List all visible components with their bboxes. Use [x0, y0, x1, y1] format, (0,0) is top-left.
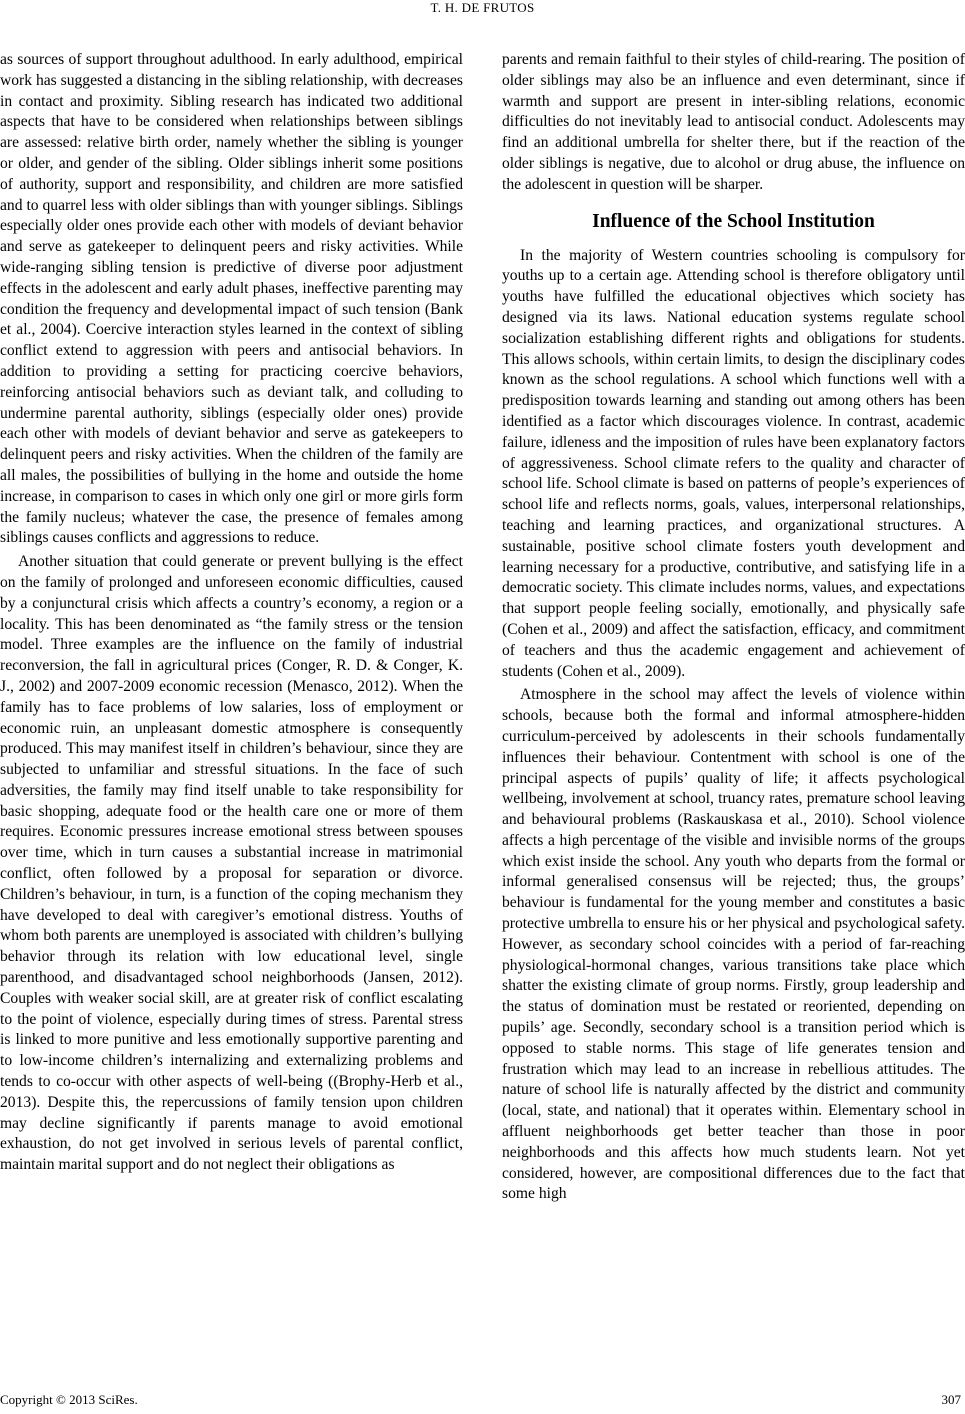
- page-number: 307: [941, 1392, 961, 1407]
- running-title: T. H. DE FRUTOS: [430, 0, 535, 15]
- body-paragraph: Atmosphere in the school may affect the levels of violence within schools, because both the formal and informal atmosphere-hidden curriculum-perceived by adolescents in their schools fundamentally influences their behaviour. Contentment with school is one of the principal aspects of pupils’ quality of life; it affects psychological wellbeing, involvement at school, truancy rates, premature school leaving and behavioural problems (Raskauskasa et al., 2010). School violence affects a high percentage of the visible and invisible norms of the groups which exist inside the school. Any youth who departs from the formal or informal generalised consensus will be rejected; thus, the groups’ behaviour is fundamental for the young member and constitutes a basic protective umbrella to ensure his or her physical and psychological safety. However, as secondary school coincides with a period of far-reaching physiological-hormonal changes, various transitions take place which shatter the existing climate of group norms. Firstly, group leadership and the status of domination must be restated or reoriented, depending on pupils’ age. Secondly, secondary school is a transition period which is opposed to stable norms. This stage of life generates tension and frustration which may lead to an increase in rebellious attitudes. The nature of school life is naturally affected by the district and community (local, state, and national) that it operates within. Elementary school in affluent neighborhoods get better teacher than those in poor neighborhoods and this affects how much students learn. Not yet considered, however, are compositional differences due to the fact that some high: [502, 686, 965, 1203]
- body-paragraph-continuation: parents and remain faithful to their styles of child-rearing. The position of older siblings may also be an influence and even determinant, since if warmth and support are present in inter-sibling relations, economic difficulties do not inevitably lead to antisocial conduct. Adolescents may find an additional umbrella for shelter there, but if the reaction of the older siblings is negative, due to alcohol or drug abuse, the influence on the adolescent in question will be sharper.: [502, 51, 965, 193]
- body-paragraph: In the majority of Western countries schooling is compulsory for youths up to a certain age. Attending school is therefore obligatory until youths have fulfilled the educational objectives which society has designed via its laws. National education systems regulate school socialization establishing different rights and obligations for students. This allows schools, within certain limits, to design the disciplinary codes known as the school regulations. A school which functions well with a predisposition towards learning and standing out among others has been identified as a factor which discourages violence. In contrast, academic failure, idleness and the imposition of rules have been explanatory factors of aggressiveness. School climate refers to the quality and character of school life. School climate is based on patterns of people’s experiences of school life and reflects norms, goals, values, interpersonal relationships, teaching and learning practices, and organizational structures. A sustainable, positive school climate fosters youth development and learning necessary for a productive, contributive, and satisfying life in a democratic society. This climate includes norms, values, and expectations that support people feeling socially, emotionally, and physically safe (Cohen et al., 2009) and affect the satisfaction, efficacy, and commitment of teachers and thus the academic engagement and achievement of students (Cohen et al., 2009).: [502, 246, 965, 680]
- right-column: [502, 50, 965, 1205]
- section-heading: Influence of the School Institution: [592, 210, 875, 232]
- running-header: [0, 0, 965, 16]
- copyright-notice: Copyright © 2013 SciRes.: [0, 1392, 138, 1407]
- left-column: [0, 50, 463, 1176]
- body-paragraph: as sources of support throughout adulthood. In early adulthood, empirical work has suggested a distancing in the sibling relationship, with decreases in contact and proximity. Sibling research has indicated two additional aspects that have to be considered when relationships between siblings are assessed: relative birth order, namely whether the sibling is younger or older, and gender of the sibling. Older siblings inherit some positions of authority, support and responsibility, and children are more satisfied and to quarrel less with older siblings than with younger siblings. Siblings especially older ones provide each other with models of deviant behavior and serve as gatekeeper to delinquent peers and risky activities. While wide-ranging sibling tension is predictive of diverse poor adjustment effects in the adolescent and early adult phases, ineffective parenting may condition the frequency and developmental impact of such tension (Bank et al., 2004). Coercive interaction styles learned in the context of sibling conflict extend to aggression with peers and antisocial behaviors. In addition to providing a setting for practicing coercive behaviors, reinforcing antisocial behaviors such as deviant talk, and colluding to undermine parental authority, siblings (especially older ones) provide each other with models of deviant behavior and serve as gatekeepers to delinquent peers and risky activities. When the children of the family are all males, the possibilities of bullying in the home and outside the home increase, in comparison to cases in which only one girl or more girls form the family nucleus; whatever the case, the presence of females among siblings causes conflicts and aggressions to reduce.: [0, 51, 463, 547]
- body-paragraph: Another situation that could generate or prevent bullying is the effect on the family of prolonged and unforeseen economic difficulties, caused by a conjunctural crisis which affects a country’s economy, a region or a locality. This has been denominated as “the family stress or the tension model. Three examples are the influence on the family of industrial reconversion, the fall in agricultural prices (Conger, R. D. & Conger, K. J., 2002) and 2007-2009 economic recession (Menasco, 2012). When the family has to face problems of low salaries, loss of employment or economic ruin, an unpleasant domestic atmosphere is consequently produced. This may manifest itself in children’s behaviour, since they are subjected to unfamiliar and stressful situations. In the face of such adversities, the family may find itself unable to take responsibility for basic shopping, adequate food or the health care one or more of them requires. Economic pressures increase emotional stress between spouses over time, which in turn causes a substantial increase in matrimonial conflict, often followed by a proposal for separation or divorce. Children’s behaviour, in turn, is a function of the coping mechanism they have developed to deal with caregiver’s emotional distress. Youths of whom both parents are unemployed is associated with children’s bullying behavior through its relation with low educational level, single parenthood, and disadvantaged school neighborhoods (Jansen, 2012). Couples with weaker social skill, are at greater risk of conflict escalating to the point of violence, especially during times of stress. Parental stress is linked to more punitive and less emotionally supportive parenting and to low-income children’s internalizing and externalizing problems and tends to co-occur with other aspects of well-being ((Brophy-Herb et al., 2013). Despite this, the repercussions of family tension upon children may decline significantly if parents manage to avoid emotional exhaustion, do not get involved in serious levels of parental conflict, maintain marital support and do not neglect their obligations as: [0, 553, 463, 1174]
